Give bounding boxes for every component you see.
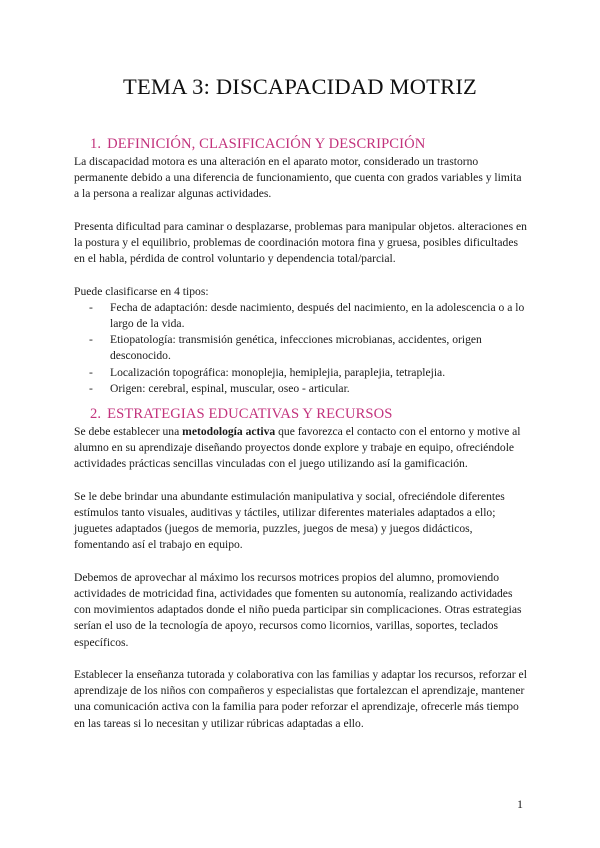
paragraph: Se debe establecer una metodología activa que favorezca el contacto con el entorno y motive al alumno en su aprendizaje diseñando proyectos donde explore y trabaje en equipo, ofreciéndole actividades prácticas sencillas vinculadas con el juego utilizando así la gamificación. <box>74 425 521 471</box>
paragraph: Debemos de aprovechar al máximo los recursos motrices propios del alumno, promoviendo actividades de motricidad fina, actividades que fomenten su autonomía, realizando actividades con movimientos adaptados donde el niño pueda participar sin complicaciones. Otras estrategias serían el uso de la tecnología de apoyo, recursos como licornios, varillas, soportes, teclados específicos. <box>74 570 522 649</box>
paragraph: Establecer la enseñanza tutorada y colaborativa con las familias y adaptar los recursos, reforzar el aprendizaje de los niños con compañeros y especialistas que fortalezcan el aprendizaje, mantener una comunicación activa con la familia para poder reforzar el aprendizaje, ofrecerle más tiempo en las tareas si lo necesitan y utilizar rúbricas adaptadas a ello. <box>74 668 527 730</box>
section-number: 2. <box>90 406 102 423</box>
paragraph: Se le debe brindar una abundante estimulación manipulativa y social, ofreciéndole diferentes estímulos tanto visuales, auditivas y táctiles, utilizar diferentes materiales adaptados a ello; juguetes adaptados (juegos de memoria, puzzles, juegos de mesa) y juegos didácticos, fomentando así el trabajo en equipo. <box>74 489 505 552</box>
list-marker: - <box>89 365 93 379</box>
list-marker: - <box>89 333 93 347</box>
page-title: TEMA 3: DISCAPACIDAD MOTRIZ <box>123 74 477 99</box>
paragraph: La discapacidad motora es una alteración en el aparato motor, considerado un trastorno permanente debido a una diferencia de funcionamiento, que cuenta con grados variables y limita a la persona a realizar algunas actividades. <box>74 155 522 201</box>
list-item: - Fecha de adaptación: desde nacimiento, después del nacimiento, en la adolescencia o a lo largo de la vida. <box>89 300 525 330</box>
section-heading-text: ESTRATEGIAS EDUCATIVAS Y RECURSOS <box>107 406 393 423</box>
section-heading-2 <box>74 405 528 424</box>
emphasis-text: metodología activa <box>182 425 276 439</box>
list-item: - Localización topográfica: monoplejia, hemiplejia, paraplejia, tetraplejia. <box>74 365 528 381</box>
list-marker: - <box>89 300 93 314</box>
list-marker: - <box>89 381 93 395</box>
page-number: 1 <box>517 797 523 811</box>
paragraph: Presenta dificultad para caminar o desplazarse, problemas para manipular objetos. alteraciones en la postura y el equilibrio, problemas de coordinación motora fina y gruesa, posibles dificultades en el habla, pérdida de control voluntario y dependencia total/parcial. <box>74 219 527 266</box>
classification-list <box>74 300 528 397</box>
list-item: - Etiopatología: transmisión genética, infecciones microbianas, accidentes, origen desconocido. <box>89 333 482 363</box>
document-body <box>74 135 528 732</box>
list-item: - Origen: cerebral, espinal, muscular, oseo - articular. <box>74 381 528 397</box>
section-heading-text: DEFINICIÓN, CLASIFICACIÓN Y DESCRIPCIÓN <box>107 136 426 152</box>
section-number: 1. <box>90 136 102 152</box>
section-heading-1 <box>74 135 528 154</box>
paragraph: Puede clasificarse en 4 tipos: <box>74 284 209 298</box>
